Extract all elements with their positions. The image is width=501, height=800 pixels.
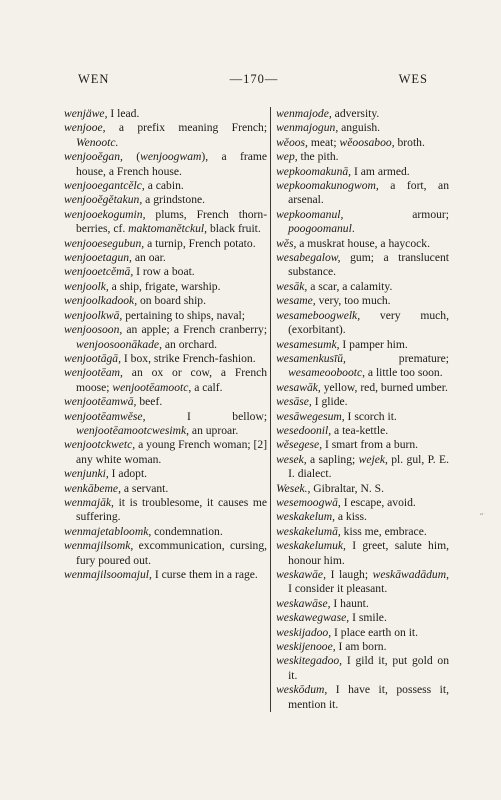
definition: the pith. — [297, 150, 339, 164]
dictionary-entry — [276, 352, 449, 381]
headword: Wesek., — [276, 481, 311, 495]
dictionary-entry — [276, 150, 449, 164]
headword: wenjooetagun, — [64, 251, 132, 265]
headword: weskijadoo, — [276, 625, 332, 639]
dictionary-entry — [276, 338, 449, 352]
definition: premature; — [345, 351, 449, 365]
headword: wĕsegese, — [276, 438, 323, 452]
dictionary-entry — [64, 395, 267, 409]
entries — [64, 107, 449, 712]
dictionary-entry — [64, 251, 267, 265]
definition-tail: , a little too soon. — [362, 366, 443, 380]
headword: wep, — [276, 150, 298, 164]
headword: wenjoolkwā, — [64, 308, 123, 322]
definition-tail: , an orchard. — [159, 337, 218, 351]
dictionary-entry — [64, 438, 267, 467]
headword: wĕoos, — [276, 135, 308, 149]
headword: wepkoomakunā, — [276, 164, 352, 178]
definition: a kiss. — [334, 510, 367, 524]
header-left: WEN — [78, 72, 110, 86]
dictionary-entry — [276, 568, 449, 597]
headword: wenjäwe, — [64, 107, 108, 120]
left-column — [64, 107, 270, 712]
headword: wesemoogwā, — [276, 495, 341, 509]
dictionary-entry — [276, 136, 449, 150]
header-right: WES — [398, 72, 428, 86]
dictionary-entry — [276, 640, 449, 654]
definition: I laugh; — [325, 568, 373, 581]
headword: wenmajilsomk, — [64, 539, 134, 553]
definition: very much, (exorbitant). — [288, 308, 449, 337]
dictionary-entry — [276, 107, 449, 121]
headword: weskawāe, — [276, 568, 326, 581]
dictionary-entry — [64, 121, 267, 150]
headword: wesameboogwelk, — [276, 308, 361, 322]
definition: pertaining to ships, naval; — [122, 308, 245, 322]
definition: armour; — [343, 207, 449, 221]
dictionary-entry — [276, 410, 449, 424]
definition: a young French woman; [2] any white woman. — [76, 438, 268, 466]
definition: gum; a translucent substance. — [288, 251, 449, 279]
dictionary-entry — [64, 193, 267, 207]
dictionary-entry — [276, 683, 449, 712]
dictionary-entry — [276, 496, 449, 510]
headword: wenjooetcĕmā, — [64, 265, 134, 279]
headword: wenjooĕgĕtakun, — [64, 193, 143, 207]
definition: I row a boat. — [133, 265, 195, 279]
dictionary-entry — [276, 611, 449, 625]
headword: wesek, — [276, 452, 307, 466]
definition: Gibraltar, N. S. — [310, 481, 384, 495]
dictionary-entry — [276, 424, 449, 438]
definition: I bellow; — [145, 409, 268, 423]
headword: wenjootckwetc, — [64, 438, 136, 452]
headword: wenjoolk, — [64, 279, 109, 293]
headword: wenjootāgā, — [64, 351, 122, 365]
definition: a grindstone. — [142, 193, 206, 207]
definition: condemnation. — [151, 524, 223, 538]
headword: wesame, — [276, 294, 316, 308]
definition: I smile. — [349, 611, 387, 625]
dictionary-entry — [64, 309, 267, 323]
headword: wenjootēamwĕse, — [64, 409, 146, 423]
variant-headword: wenjootēamootcwesimk — [76, 423, 187, 437]
headword: weskakelumā, — [276, 524, 341, 538]
variant-headword: wĕoosaboo — [339, 135, 392, 149]
headword: wesabegalow, — [276, 251, 341, 265]
headword: wenjooekogumin, — [64, 207, 146, 221]
headword: wĕs, — [276, 236, 297, 250]
dictionary-entry — [276, 539, 449, 568]
variant-headword: wenjoosoonākade — [76, 337, 160, 351]
definition: I scorch it. — [344, 409, 397, 423]
definition: excommunication, cursing, fury poured out. — [76, 539, 268, 567]
headword: wenjooegantcĕlc, — [64, 179, 145, 193]
dictionary-entry — [276, 237, 449, 251]
headword: wesamenkusīŭ, — [276, 351, 346, 365]
dictionary-entry — [64, 280, 267, 294]
headword: wesamesumk, — [276, 337, 340, 351]
dictionary-entry — [276, 179, 449, 208]
variant-headword: weskāwadādum — [372, 568, 447, 581]
definition-tail: , broth. — [391, 135, 425, 149]
dictionary-entry — [276, 280, 449, 294]
dictionary-entry — [276, 309, 449, 338]
headword: wenmajetabloomk, — [64, 524, 152, 538]
dictionary-entry — [64, 539, 267, 568]
dictionary-entry — [276, 294, 449, 308]
headword: wepkoomakunogwom, — [276, 179, 379, 193]
definition-tail: , black fruit. — [204, 222, 261, 236]
headword: wenjoosoon, — [64, 323, 123, 337]
definition: I am armed. — [351, 164, 410, 178]
definition: adversity. — [331, 107, 380, 120]
definition: I lead. — [107, 107, 140, 120]
definition: I pamper him. — [339, 337, 408, 351]
dictionary-entry — [64, 179, 267, 193]
definition: plums, French thorn-berries, cf. — [76, 207, 268, 236]
headword: wesāwegesum, — [276, 409, 345, 423]
definition: a turnip, French potato. — [144, 236, 256, 250]
definition: I gild it, put gold on it. — [288, 654, 449, 682]
headword: wenjootēam, — [64, 366, 123, 380]
definition: a tea-kettle. — [331, 423, 389, 437]
dictionary-entry — [64, 568, 267, 582]
dictionary-entry — [276, 395, 449, 409]
variant-headword: wejek — [358, 452, 385, 466]
dictionary-entry — [276, 251, 449, 280]
dictionary-entry — [276, 654, 449, 683]
definition: an apple; a French cranberry; — [122, 323, 268, 337]
definition: a ship, frigate, warship. — [108, 279, 221, 293]
headword: weskawegwase, — [276, 611, 350, 625]
margin-mark: ˝ — [480, 513, 484, 524]
definition-tail: ), a frame house, a French house. — [76, 150, 268, 178]
definition: a servant. — [120, 481, 169, 495]
headword: wenmajogun, — [276, 121, 339, 135]
definition: anguish. — [338, 121, 381, 135]
definition-tail: , a calf. — [188, 380, 223, 394]
headword: wenjunki, — [64, 467, 109, 481]
definition: yellow, red, burned umber. — [320, 380, 448, 394]
definition: a scar, a calamity. — [307, 279, 393, 293]
dictionary-entry — [276, 121, 449, 135]
definition: kiss me, embrace. — [340, 524, 427, 538]
dictionary-entry — [64, 410, 267, 439]
definition: it is troublesome, it causes me suffering. — [76, 495, 268, 524]
headword: wesāse, — [276, 395, 312, 409]
variant-headword: wenjoogwam — [140, 150, 202, 164]
definition: ( — [122, 150, 141, 164]
definition: I place earth on it. — [331, 625, 419, 639]
headword: weskakelum, — [276, 510, 335, 524]
definition: I greet, salute him, honour him. — [288, 539, 449, 567]
headword: wenjooĕgan, — [64, 150, 123, 164]
definition: a muskrat house, a haycock. — [296, 236, 430, 250]
dictionary-entry — [64, 352, 267, 366]
variant-headword: poogoomanul — [288, 222, 352, 236]
dictionary-entry — [64, 496, 267, 525]
dictionary-entry — [64, 366, 267, 395]
definition: I escape, avoid. — [340, 495, 416, 509]
right-column — [270, 107, 449, 712]
variant-headword: maktomanĕtckul — [128, 222, 205, 236]
definition: meat; — [307, 135, 340, 149]
definition: I am born. — [335, 640, 387, 654]
definition: a sapling; — [306, 452, 359, 466]
definition: I box, strike French-fashion. — [121, 351, 256, 365]
definition-tail: , I consider it pleasant. — [288, 568, 449, 596]
definition-tail: . — [351, 222, 355, 236]
headword: weskitegadoo, — [276, 654, 343, 668]
dictionary-entry — [64, 150, 267, 179]
headword: wenjoolkadook, — [64, 294, 138, 308]
headword: wenjootēamwā, — [64, 395, 137, 409]
dictionary-entry — [276, 482, 449, 496]
dictionary-entry — [64, 107, 267, 121]
definition: I adopt. — [108, 467, 148, 481]
dictionary-entry — [64, 323, 267, 352]
definition-tail: , pl. gul, P. E. I. dialect. — [288, 452, 449, 481]
headword: weskōdum, — [276, 683, 328, 697]
dictionary-entry — [276, 165, 449, 179]
definition: an oar. — [131, 251, 166, 265]
definition: I have it, possess it, mention it. — [288, 683, 449, 711]
definition-tail: , an uproar. — [186, 423, 239, 437]
page-header — [78, 72, 428, 87]
definition: I haunt. — [330, 596, 369, 610]
headword: weskijenooe, — [276, 640, 336, 654]
dictionary-entry — [64, 294, 267, 308]
dictionary-entry — [276, 626, 449, 640]
headword: wesedoonil, — [276, 423, 332, 437]
headword: wenkābeme, — [64, 481, 121, 495]
dictionary-entry — [276, 510, 449, 524]
definition: a cabin. — [144, 179, 184, 193]
definition: a prefix meaning French; — [105, 121, 268, 135]
definition: very, too much. — [315, 294, 391, 308]
definition: on board ship. — [137, 294, 207, 308]
dictionary-entry — [276, 597, 449, 611]
dictionary-entry — [64, 482, 267, 496]
dictionary-entry — [276, 381, 449, 395]
headword: weskawāse, — [276, 596, 331, 610]
dictionary-entry — [64, 265, 267, 279]
dictionary-entry — [276, 453, 449, 482]
headword: wenjooesegubun, — [64, 236, 145, 250]
dictionary-entry — [64, 237, 267, 251]
dictionary-entry — [64, 467, 267, 481]
dictionary-entry — [64, 525, 267, 539]
definition: a fort, an arsenal. — [288, 179, 449, 207]
definition: I glide. — [311, 395, 348, 409]
page-number: —170— — [229, 72, 279, 86]
dictionary-entry — [276, 525, 449, 539]
headword: wesāk, — [276, 279, 308, 293]
dictionary-entry — [276, 438, 449, 452]
headword: wenjooe, — [64, 121, 106, 135]
variant-headword: wesameoobootc — [288, 366, 363, 380]
definition: beef. — [136, 395, 163, 409]
definition: an ox or cow, a French moose; — [76, 366, 268, 394]
headword: wenmajilsoomajul, — [64, 568, 152, 581]
dictionary-entry — [64, 208, 267, 237]
headword: wenmajāk, — [64, 495, 114, 509]
variant-headword: Wenootc. — [76, 135, 119, 149]
definition: I smart from a burn. — [322, 438, 419, 452]
variant-headword: wenjootēamootc — [112, 380, 189, 394]
headword: wepkoomanul, — [276, 207, 344, 221]
dictionary-entry — [276, 208, 449, 237]
definition: I curse them in a rage. — [151, 568, 258, 581]
headword: weskakelumuk, — [276, 539, 346, 553]
headword: wesawāk, — [276, 380, 321, 394]
headword: wenmajode, — [276, 107, 332, 120]
